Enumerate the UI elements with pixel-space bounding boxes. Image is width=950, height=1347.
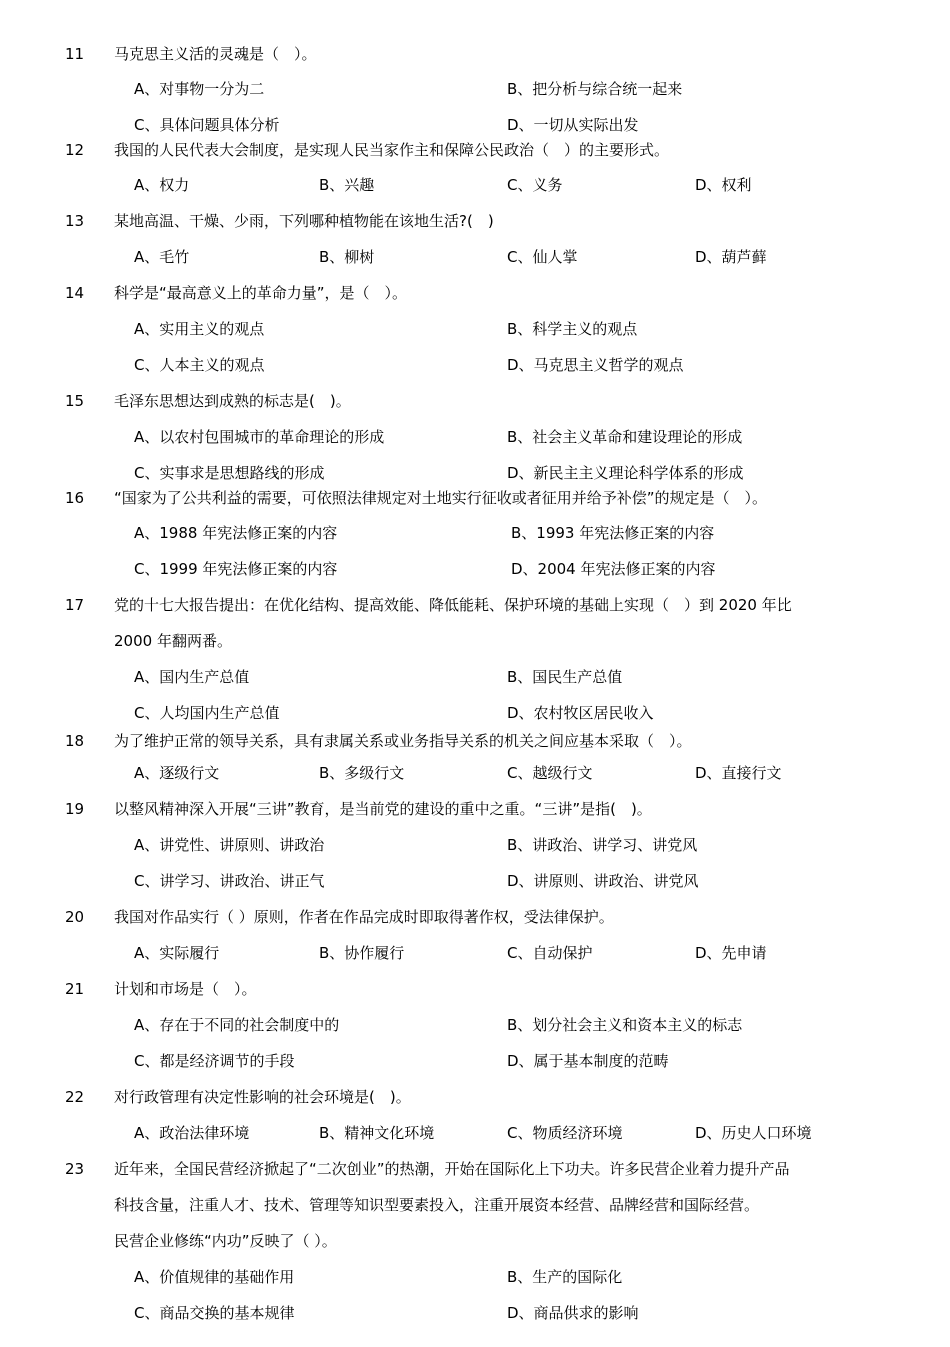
question-stem: 我国的人民代表大会制度，是实现人民当家作主和保障公民政治（ ）的主要形式。 (114, 141, 670, 159)
question-stem: 民营企业修练“内功”反映了（ ）。 (114, 1232, 337, 1250)
question-stem: 近年来，全国民营经济掀起了“二次创业”的热潮，开始在国际化上下功夫。许多民营企业着力提升产品 (114, 1160, 790, 1178)
option-d[interactable]: D、属于基本制度的范畴 (507, 1052, 669, 1070)
option-a[interactable]: A、国内生产总值 (134, 668, 250, 686)
option-b[interactable]: B、国民生产总值 (507, 668, 623, 686)
question-number: 20 (65, 908, 85, 926)
option-b[interactable]: B、多级行文 (319, 764, 405, 782)
option-b[interactable]: B、生产的国际化 (507, 1268, 623, 1286)
question-number: 12 (65, 141, 85, 159)
option-b[interactable]: B、协作履行 (319, 944, 405, 962)
question-number: 22 (65, 1088, 85, 1106)
option-b[interactable]: B、柳树 (319, 248, 375, 266)
question-number: 23 (65, 1160, 85, 1178)
option-c[interactable]: C、仙人掌 (507, 248, 578, 266)
option-c[interactable]: C、人均国内生产总值 (134, 704, 280, 722)
option-c[interactable]: C、1999 年宪法修正案的内容 (134, 560, 338, 578)
option-d[interactable]: D、讲原则、讲政治、讲党风 (507, 872, 699, 890)
option-d[interactable]: D、先申请 (695, 944, 767, 962)
option-d[interactable]: D、直接行文 (695, 764, 782, 782)
option-a[interactable]: A、权力 (134, 176, 190, 194)
question-number: 15 (65, 392, 85, 410)
option-a[interactable]: A、实用主义的观点 (134, 320, 265, 338)
option-d[interactable]: D、农村牧区居民收入 (507, 704, 654, 722)
option-d[interactable]: D、2004 年宪法修正案的内容 (511, 560, 716, 578)
option-c[interactable]: C、商品交换的基本规律 (134, 1304, 295, 1322)
question-stem: 某地高温、干燥、少雨，下列哪种植物能在该地生活?( ) (114, 212, 494, 230)
option-c[interactable]: C、越级行文 (507, 764, 593, 782)
option-a[interactable]: A、实际履行 (134, 944, 220, 962)
question-19 (0, 797, 950, 821)
question-15 (0, 389, 950, 413)
option-b[interactable]: B、把分析与综合统一起来 (507, 80, 683, 98)
option-b[interactable]: B、1993 年宪法修正案的内容 (511, 524, 715, 542)
option-c[interactable]: C、都是经济调节的手段 (134, 1052, 295, 1070)
option-d[interactable]: D、葫芦藓 (695, 248, 767, 266)
question-stem: 以整风精神深入开展“三讲”教育，是当前党的建设的重中之重。“三讲”是指( )。 (114, 800, 652, 818)
question-stem: 2000 年翻两番。 (114, 632, 232, 650)
question-stem: 科技含量，注重人才、技术、管理等知识型要素投入，注重开展资本经营、品牌经营和国际经营。 (114, 1196, 760, 1214)
option-b[interactable]: B、兴趣 (319, 176, 375, 194)
option-a[interactable]: A、政治法律环境 (134, 1124, 250, 1142)
option-d[interactable]: D、新民主主义理论科学体系的形成 (507, 464, 744, 482)
option-c[interactable]: C、物质经济环境 (507, 1124, 623, 1142)
option-c[interactable]: C、实事求是思想路线的形成 (134, 464, 325, 482)
option-c[interactable]: C、自动保护 (507, 944, 593, 962)
question-stem: 科学是“最高意义上的革命力量”，是（ ）。 (114, 284, 408, 302)
option-a[interactable]: A、以农村包围城市的革命理论的形成 (134, 428, 385, 446)
question-stem: 计划和市场是（ ）。 (114, 980, 257, 998)
option-c[interactable]: C、人本主义的观点 (134, 356, 265, 374)
question-stem: 我国对作品实行（ ）原则，作者在作品完成时即取得著作权，受法律保护。 (114, 908, 614, 926)
question-number: 13 (65, 212, 85, 230)
question-22 (0, 1085, 950, 1109)
option-b[interactable]: B、讲政治、讲学习、讲党风 (507, 836, 698, 854)
question-number: 21 (65, 980, 85, 998)
option-a[interactable]: A、逐级行文 (134, 764, 220, 782)
option-d[interactable]: D、历史人口环境 (695, 1124, 812, 1142)
option-a[interactable]: A、价值规律的基础作用 (134, 1268, 295, 1286)
question-stem: 对行政管理有决定性影响的社会环境是( )。 (114, 1088, 411, 1106)
option-b[interactable]: B、社会主义革命和建设理论的形成 (507, 428, 743, 446)
question-16 (0, 486, 950, 510)
option-c[interactable]: C、具体问题具体分析 (134, 116, 280, 134)
option-a[interactable]: A、对事物一分为二 (134, 80, 265, 98)
question-stem: 马克思主义活的灵魂是（ ）。 (114, 45, 317, 63)
option-a[interactable]: A、1988 年宪法修正案的内容 (134, 524, 338, 542)
question-stem: “国家为了公共利益的需要，可依照法律规定对土地实行征收或者征用并给予补偿”的规定是（ ）。 (114, 489, 768, 507)
option-a[interactable]: A、讲党性、讲原则、讲政治 (134, 836, 325, 854)
question-number: 19 (65, 800, 85, 818)
option-c[interactable]: C、讲学习、讲政治、讲正气 (134, 872, 325, 890)
option-b[interactable]: B、划分社会主义和资本主义的标志 (507, 1016, 743, 1034)
question-number: 18 (65, 732, 85, 750)
question-21 (0, 977, 950, 1001)
option-c[interactable]: C、义务 (507, 176, 563, 194)
question-number: 14 (65, 284, 85, 302)
question-number: 11 (65, 45, 85, 63)
option-d[interactable]: D、马克思主义哲学的观点 (507, 356, 684, 374)
question-17 (0, 593, 950, 650)
question-stem: 毛泽东思想达到成熟的标志是( )。 (114, 392, 351, 410)
question-stem: 党的十七大报告提出：在优化结构、提高效能、降低能耗、保护环境的基础上实现（ ）到 2020 年比 (114, 596, 792, 614)
question-20 (0, 905, 950, 929)
question-11 (0, 42, 950, 66)
option-b[interactable]: B、科学主义的观点 (507, 320, 638, 338)
question-number: 16 (65, 489, 85, 507)
option-b[interactable]: B、精神文化环境 (319, 1124, 435, 1142)
question-stem: 为了维护正常的领导关系，具有隶属关系或业务指导关系的机关之间应基本采取（ ）。 (114, 732, 692, 750)
question-12 (0, 138, 950, 162)
question-14 (0, 281, 950, 305)
question-number: 17 (65, 596, 85, 614)
option-a[interactable]: A、毛竹 (134, 248, 190, 266)
question-23 (0, 1157, 950, 1250)
question-18 (0, 729, 950, 753)
question-13 (0, 209, 950, 233)
option-a[interactable]: A、存在于不同的社会制度中的 (134, 1016, 340, 1034)
option-d[interactable]: D、权利 (695, 176, 752, 194)
option-d[interactable]: D、商品供求的影响 (507, 1304, 639, 1322)
option-d[interactable]: D、一切从实际出发 (507, 116, 639, 134)
